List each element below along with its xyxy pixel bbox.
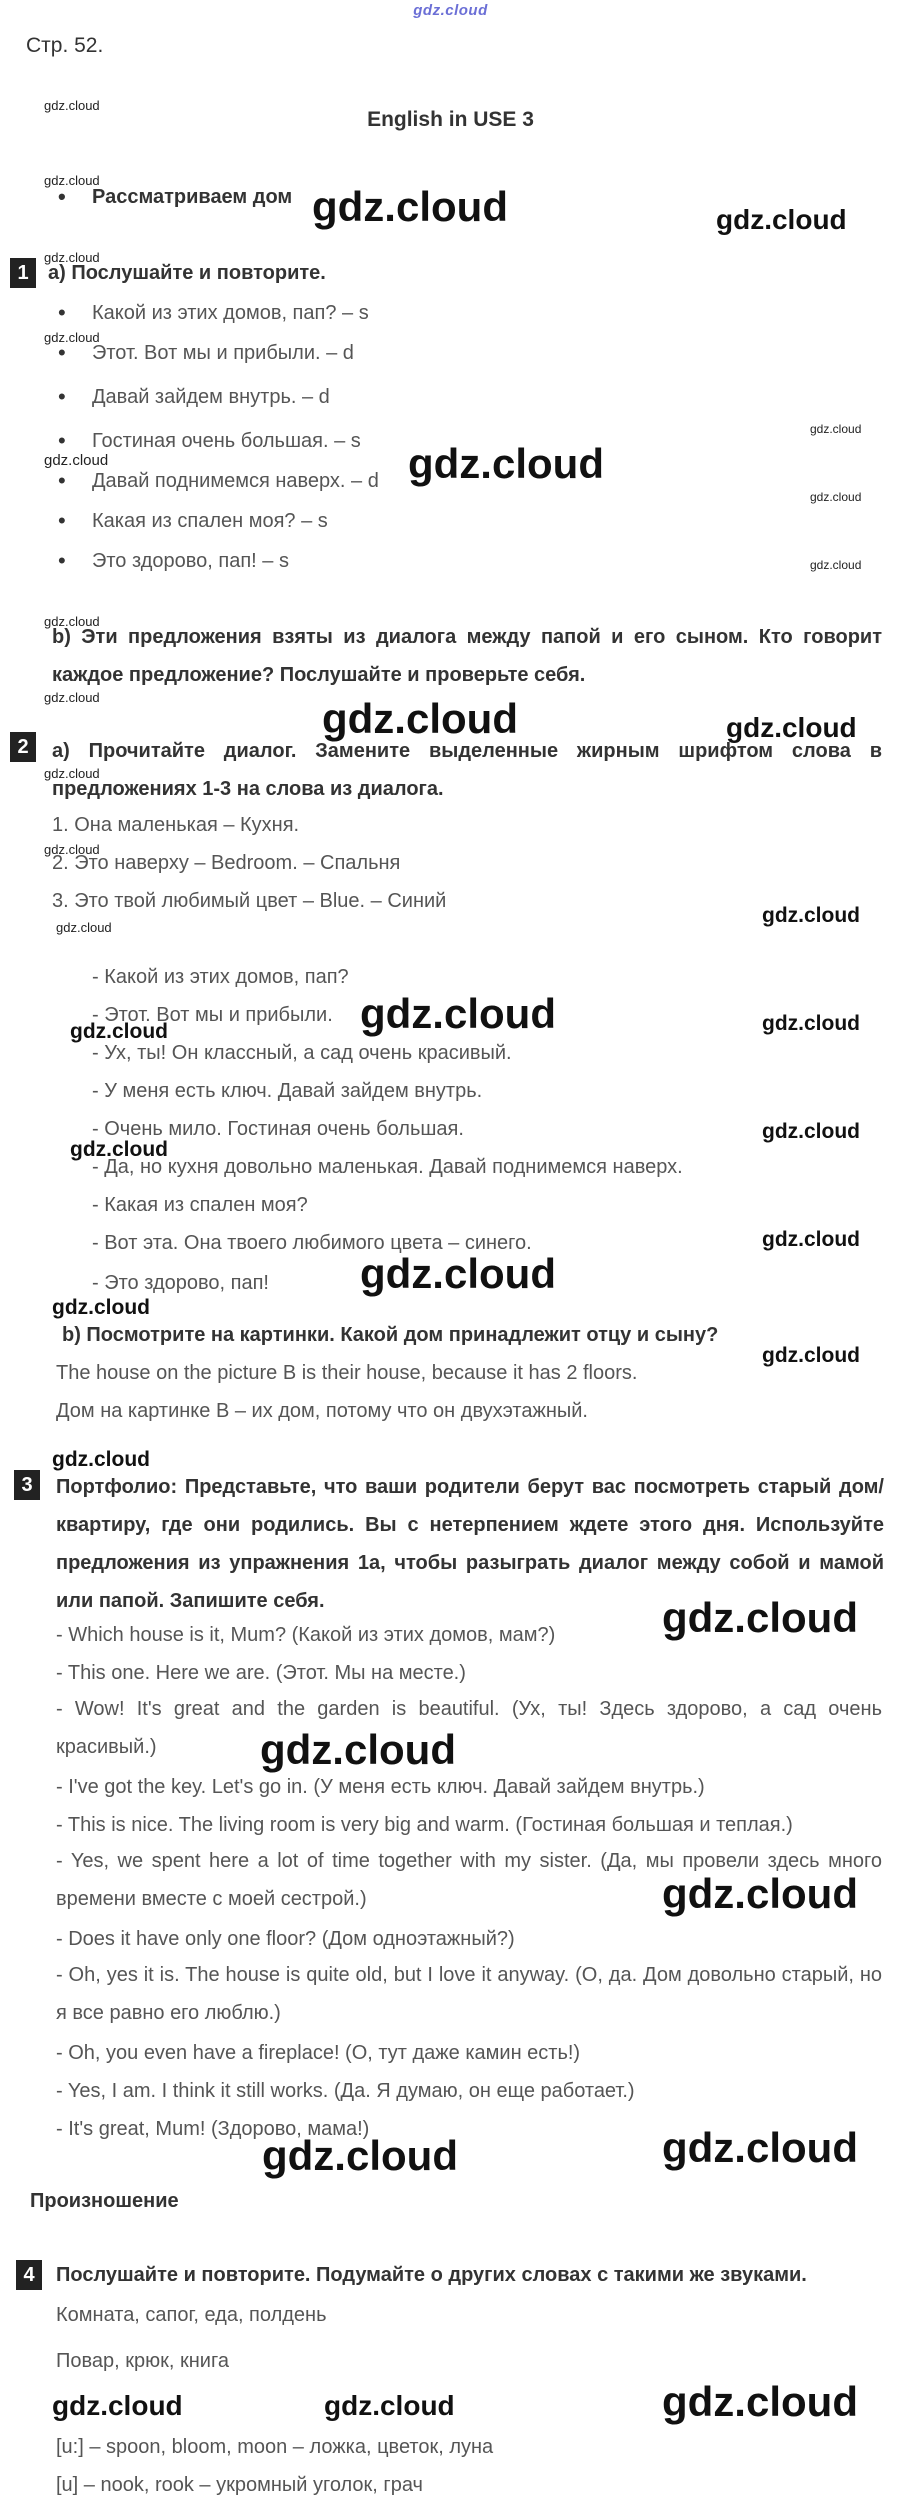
list-item: • Давай зайдем внутрь. – d [92, 386, 330, 409]
watermark: gdz.cloud [44, 173, 100, 188]
watermark: gdz.cloud [44, 330, 100, 345]
ex4-sound: [u:] – spoon, bloom, moon – ложка, цветок, луна [56, 2436, 494, 2458]
list-item: • Этот. Вот мы и прибыли. – d [92, 342, 354, 365]
list-item: • Гостиная очень большая. – s [92, 430, 361, 453]
watermark: gdz.cloud [312, 183, 508, 230]
dialogue-line: - Очень мило. Гостиная очень большая. [92, 1118, 464, 1140]
watermark: gdz.cloud [662, 2124, 858, 2171]
ex2-part-a-heading: a) Прочитайте диалог. Замените выделенные жирным шрифтом слова в предложениях 1-3 на слова из диалога. [52, 740, 882, 800]
watermark: gdz.cloud [44, 98, 100, 113]
intro-bullet: • Рассматриваем дом [92, 186, 292, 209]
ex3-line: - Wow! It's great and the garden is beautiful. (Ух, ты! Здесь здорово, а сад очень красивый.) [56, 1698, 882, 1758]
watermark: gdz.cloud [360, 1250, 556, 1297]
dialogue-line: - Какая из спален моя? [92, 1194, 308, 1216]
watermark: gdz.cloud [810, 422, 862, 436]
watermark: gdz.cloud [44, 452, 109, 469]
ex2-part-b-answer-ru: Дом на картинке В – их дом, потому что он двухэтажный. [56, 1400, 588, 1422]
section-heading: Произношение [30, 2190, 179, 2212]
ex3-line: - This one. Here we are. (Этот. Мы на месте.) [56, 1662, 466, 1684]
list-item: • Это здорово, пап! – s [92, 550, 289, 573]
watermark: gdz.cloud [44, 614, 100, 629]
watermark: gdz.cloud [52, 2390, 183, 2421]
ex2-part-b-answer-en: The house on the picture B is their house, because it has 2 floors. [56, 1362, 638, 1384]
watermark: gdz.cloud [70, 1020, 168, 1043]
watermark: gdz.cloud [716, 204, 847, 235]
watermark: gdz.cloud [260, 1726, 456, 1773]
ex2-part-b-heading: b) Посмотрите на картинки. Какой дом принадлежит отцу и сыну? [62, 1324, 719, 1346]
watermark: gdz.cloud [44, 250, 100, 265]
watermark: gdz.cloud [762, 1120, 860, 1143]
ex2-answer: 1. Она маленькая – Кухня. [52, 814, 300, 836]
watermark: gdz.cloud [324, 2390, 455, 2421]
watermark: gdz.cloud [662, 1870, 858, 1917]
page-number: Стр. 52. [26, 34, 104, 57]
dialogue-line: - Да, но кухня довольно маленькая. Давай поднимемся наверх. [92, 1156, 683, 1178]
dialogue-line: - Это здорово, пап! [92, 1272, 269, 1294]
site-logo-top: gdz.cloud [413, 2, 488, 19]
ex3-line: - Yes, we spent here a lot of time together with my sister. (Да, мы провели здесь много времени вместе с моей сестрой.) [56, 1850, 882, 1910]
dialogue-line: - Этот. Вот мы и прибыли. [92, 1004, 333, 1026]
ex3-line: - Oh, yes it is. The house is quite old, but I love it anyway. (О, да. Дом довольно старый, но я все равно его люблю.) [56, 1964, 882, 2024]
ex4-words: Комната, сапог, еда, полдень [56, 2304, 327, 2326]
watermark: gdz.cloud [408, 440, 604, 487]
ex4-sound: [u] – nook, rook – укромный уголок, грач [56, 2474, 423, 2496]
ex1-part-b-heading: b) Эти предложения взяты из диалога между папой и его сыном. Кто говорит каждое предложение? Послушайте и проверьте себя. [52, 626, 882, 686]
watermark: gdz.cloud [44, 842, 100, 857]
list-item: • Давай поднимемся наверх. – d [92, 470, 379, 493]
watermark: gdz.cloud [44, 690, 100, 705]
watermark: gdz.cloud [44, 766, 100, 781]
ex4-words: Повар, крюк, книга [56, 2350, 229, 2372]
watermark: gdz.cloud [322, 695, 518, 742]
watermark: gdz.cloud [810, 490, 862, 504]
ex3-line: - This is nice. The living room is very big and warm. (Гостиная большая и теплая.) [56, 1814, 793, 1836]
dialogue-line: - Вот эта. Она твоего любимого цвета – синего. [92, 1232, 532, 1254]
watermark: gdz.cloud [56, 920, 112, 935]
dialogue-line: - Ух, ты! Он классный, а сад очень красивый. [92, 1042, 512, 1064]
ex2-answer: 2. Это наверху – Bedroom. – Спальня [52, 852, 401, 874]
ex3-line: - Yes, I am. I think it still works. (Да. Я думаю, он еще работает.) [56, 2080, 635, 2102]
ex1-part-a-heading: a) Послушайте и повторите. [48, 262, 326, 284]
watermark: gdz.cloud [360, 990, 556, 1037]
book-title: English in USE 3 [367, 108, 534, 131]
exercise-number: 1 [10, 258, 36, 288]
ex3-task: Портфолио: Представьте, что ваши родители берут вас посмотреть старый дом/квартиру, где они родились. Вы с нетерпением ждете этого дня. Используйте предложения из упражнения 1а, чтобы разыграть диалог между собой и мамой или папой. Запишите себя. [56, 1476, 884, 1612]
watermark: gdz.cloud [662, 2378, 858, 2425]
watermark: gdz.cloud [810, 558, 862, 572]
ex3-line: - Which house is it, Mum? (Какой из этих домов, мам?) [56, 1624, 556, 1646]
watermark: gdz.cloud [70, 1138, 168, 1161]
ex3-line: - Does it have only one floor? (Дом одноэтажный?) [56, 1928, 515, 1950]
watermark: gdz.cloud [52, 1296, 150, 1319]
watermark: gdz.cloud [762, 1344, 860, 1367]
list-item: • Какой из этих домов, пап? – s [92, 302, 369, 325]
watermark: gdz.cloud [52, 1448, 150, 1471]
watermark: gdz.cloud [262, 2132, 458, 2179]
ex3-line: - Oh, you even have a fireplace! (О, тут даже камин есть!) [56, 2042, 581, 2064]
watermark: gdz.cloud [762, 1228, 860, 1251]
ex3-line: - I've got the key. Let's go in. (У меня есть ключ. Давай зайдем внутрь.) [56, 1776, 705, 1798]
dialogue-line: - У меня есть ключ. Давай зайдем внутрь. [92, 1080, 483, 1102]
dialogue-line: - Какой из этих домов, пап? [92, 966, 349, 988]
watermark: gdz.cloud [762, 904, 860, 927]
list-item: • Какая из спален моя? – s [92, 510, 328, 533]
ex4-task: Послушайте и повторите. Подумайте о других словах с такими же звуками. [56, 2264, 807, 2286]
exercise-number: 3 [14, 1470, 40, 1500]
watermark: gdz.cloud [662, 1594, 858, 1641]
exercise-number: 4 [16, 2260, 42, 2290]
watermark: gdz.cloud [762, 1012, 860, 1035]
ex3-line: - It's great, Mum! (Здорово, мама!) [56, 2118, 370, 2140]
watermark: gdz.cloud [726, 712, 857, 743]
ex2-answer: 3. Это твой любимый цвет – Blue. – Синий [52, 890, 447, 912]
exercise-number: 2 [10, 732, 36, 762]
